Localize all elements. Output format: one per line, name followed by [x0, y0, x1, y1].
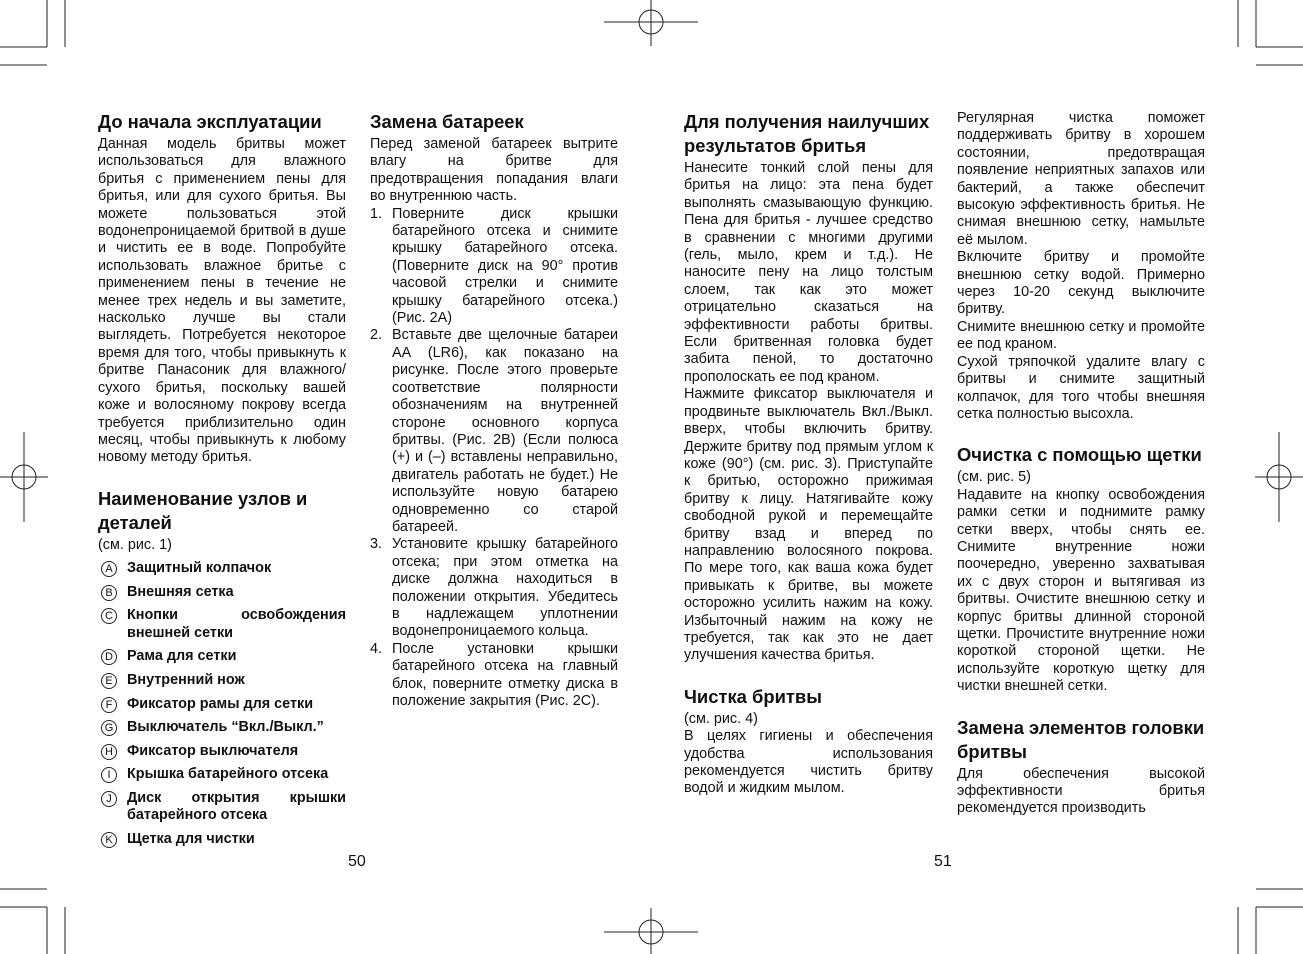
part-item: D Рама для сетки	[98, 648, 346, 665]
column-3	[684, 110, 933, 798]
column-2	[370, 110, 618, 710]
paragraph-regular-cleaning: Регулярная чистка поможет поддерживать бритву в хорошем состоянии, предотвращая появление неприятных запахов или бактерий, а также обеспечит высокую эффективность бритья. Не снимая внешнюю сетку, намыльте её мылом.	[957, 110, 1205, 248]
circle-letter-icon: K	[98, 831, 120, 847]
step-item: 4. После установки крышки батарейного отсека на главный блок, поверните отметку диска в положение закрытия (Рис. 2C).	[370, 640, 618, 709]
column-4	[957, 110, 1205, 818]
circle-letter-icon: H	[98, 743, 120, 759]
circle-letter-icon: A	[98, 560, 120, 576]
part-item: F Фиксатор рамы для сетки	[98, 696, 346, 713]
paragraph-before-use: Данная модель бритвы может использоваться для влажного бритья с применением пены для бритья, или для сухого бритья. Вы можете пользоваться этой водонепроницаемой бритвой в душе и чистить ее в воде. Попробуйте использовать влажное бритье с применением пены в течение не менее трех недель и вы заметите, насколько лучше вы стали выглядеть. Потребуется некоторое время для того, чтобы привыкнуть к бритве Панасоник для влажного/сухого бритья, поскольку вашей коже и волосяному покрову всегда требуется приблизительно один месяц, чтобы привыкнуть к любому новому методу бритья.	[98, 136, 346, 466]
circle-letter-icon: C	[98, 607, 120, 623]
step-item: 2. Вставьте две щелочные батареи AA (LR6), как показано на рисунке. После этого проверьте соответствие полярности обозначениям на внутренней стороне основного корпуса бритвы. (Рис. 2B) (Если полюса (+) и (–) вставлены неправильно, двигатель работать не будет.) Не используйте новую батарею одновременно со старой батареей.	[370, 327, 618, 535]
part-item: C Кнопки освобождения внешней сетки	[98, 607, 346, 642]
paragraph-dry: Сухой тряпочкой удалите влагу с бритвы и снимите защитный колпачок, для того чтобы внешняя сетка полностью высохла.	[957, 353, 1205, 422]
paragraph-rinse: Включите бритву и промойте внешнюю сетку водой. Примерно через 10-20 секунд выключите бритву.	[957, 249, 1205, 318]
part-item: B Внешняя сетка	[98, 584, 346, 601]
part-item: G Выключатель “Вкл./Выкл.”	[98, 719, 346, 736]
heading-battery-replacement: Замена батареек	[370, 111, 524, 132]
heading-best-results: Для получения наилучших результатов бритья	[684, 111, 930, 156]
heading-replacement: Замена элементов головки бритвы	[957, 716, 1205, 762]
battery-steps	[370, 206, 618, 711]
paragraph-best-results-2: Нажмите фиксатор выключателя и продвиньте выключатель Вкл./Выкл. вверх, чтобы включить бритву. Держите бритву под прямым углом к коже (90°) (см. рис. 3). Приступайте к бритью, осторожно прижимая бритву к лицу. Натягивайте кожу свободной рукой и перемещайте бритву взад и вперед по направлению волосяного покрова. По мере того, как ваша кожа будет привыкать к бритве, вы можете осторожно усилить нажим на кожу. Избыточный нажим на кожу не требуется, так как это не дает улучшения качества бритья.	[684, 386, 933, 664]
paragraph-cleaning: В целях гигиены и обеспечения удобства использования рекомендуется чистить бритву водой и жидким мылом.	[684, 728, 933, 797]
part-item: K Щетка для чистки	[98, 831, 346, 848]
parts-list	[98, 560, 346, 848]
figure-ref-5: (см. рис. 5)	[957, 469, 1031, 486]
figure-ref-4: (см. рис. 4)	[684, 710, 758, 727]
page-number-left: 50	[348, 853, 366, 870]
paragraph-brush-cleaning: Надавите на кнопку освобождения рамки сетки и поднимите рамку сетки вверх, чтобы снять ее. Снимите внутренние ножи поочередно, уверенно захватывая их с двух сторон и вытягивая из бритвы. Очистите внешнюю сетку и корпус бритвы длинной стороной щетки. Прочистите внутренние ножи короткой стороной щетки. Не используйте короткую щетку для чистки внешней сетки.	[957, 486, 1205, 695]
heading-cleaning: Чистка бритвы	[684, 685, 822, 707]
paragraph-battery-intro: Перед заменой батареек вытрите влагу на бритве для предотвращения попадания влаги во внутреннюю часть.	[370, 136, 618, 205]
paragraph-replacement: Для обеспечения высокой эффективности бритья рекомендуется производить	[957, 765, 1205, 817]
part-item: I Крышка батарейного отсека	[98, 766, 346, 783]
part-item: E Внутренний нож	[98, 672, 346, 689]
page-number-right: 51	[934, 853, 952, 870]
circle-letter-icon: F	[98, 696, 120, 712]
step-item: 3. Установите крышку батарейного отсека; при этом отметка на диске должна находиться в положении открытия. Убедитесь в надлежащем уплотнении водонепроницаемого кольца.	[370, 536, 618, 640]
circle-letter-icon: B	[98, 584, 120, 600]
registration-mark-left	[0, 432, 48, 522]
registration-mark-top	[604, 0, 698, 46]
paragraph-remove-foil: Снимите внешнюю сетку и промойте ее под краном.	[957, 318, 1205, 353]
part-item: H Фиксатор выключателя	[98, 743, 346, 760]
column-1	[98, 110, 346, 854]
registration-mark-bottom	[604, 908, 698, 954]
part-item: J Диск открытия крышки батарейного отсека	[98, 790, 346, 825]
circle-letter-icon: G	[98, 719, 120, 735]
heading-before-use: До начала эксплуатации	[98, 111, 322, 132]
part-item: A Защитный колпачок	[98, 560, 346, 577]
circle-letter-icon: J	[98, 790, 120, 806]
step-item: 1. Поверните диск крышки батарейного отсека и снимите крышку батарейного отсека. (Поверните диск на 90° против часовой стрелки и снимите крышку батарейного отсека.) (Рис. 2A)	[370, 205, 618, 327]
heading-parts: Наименование узлов и деталей	[98, 487, 308, 533]
figure-ref-1: (см. рис. 1)	[98, 536, 172, 553]
circle-letter-icon: E	[98, 672, 120, 688]
registration-mark-right	[1255, 432, 1303, 522]
circle-letter-icon: D	[98, 648, 120, 664]
circle-letter-icon: I	[98, 766, 120, 782]
heading-brush-cleaning: Очистка с помощью щетки	[957, 444, 1202, 466]
paragraph-best-results-1: Нанесите тонкий слой пены для бритья на лицо: эта пена будет выполнять смазывающую функцию. Пена для бритья - лучшее средство в сравнении с многими другими (гель, мыло, крем и т.д.). Не наносите пену на лицо толстым слоем, так как это может отрицательно сказаться на эффективности работы бритвы. Если бритвенная головка будет забита пеной, то достаточно прополоскать ее под краном.	[684, 160, 933, 385]
